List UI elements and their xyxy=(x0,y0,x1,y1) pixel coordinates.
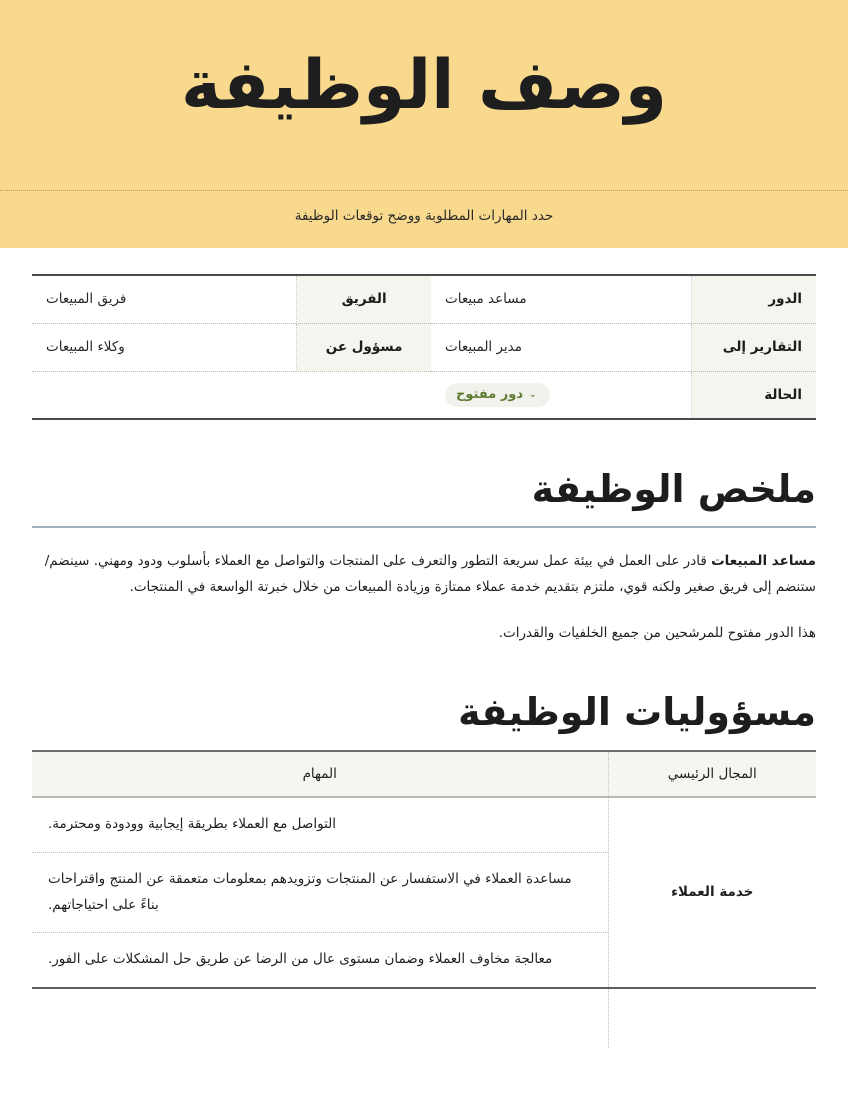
job-responsibilities-section xyxy=(32,691,816,1048)
responsibility-task: مساعدة العملاء في الاستفسار عن المنتجات وتزويدهم بمعلومات متعمقة عن المنتج واقتراحات بناءً على احتياجاتهم. xyxy=(32,852,608,932)
column-header-area: المجال الرئيسي xyxy=(608,751,816,797)
document-header-band xyxy=(0,0,848,248)
header-divider xyxy=(0,190,848,191)
job-summary-body xyxy=(32,548,816,647)
table-row xyxy=(32,275,816,323)
summary-lead-bold: مساعد المبيعات xyxy=(711,552,816,569)
chevron-down-icon: ⌄ xyxy=(529,389,537,400)
responsibility-area-label: خدمة العملاء xyxy=(608,797,816,988)
responsibilities-table xyxy=(32,750,816,1048)
info-label-team: الفريق xyxy=(297,275,431,323)
page-title: وصف الوظيفة xyxy=(180,46,668,125)
table-header-row xyxy=(32,751,816,797)
section-rule-summary xyxy=(32,526,816,528)
status-badge-label: دور مفتوح xyxy=(456,386,524,402)
info-label-status: الحالة xyxy=(692,371,816,419)
info-value-role: مساعد مبيعات xyxy=(431,275,692,323)
summary-lead-rest: قادر على العمل في بيئة عمل سريعة التطور والتعرف على المنتجات والتواصل مع العملاء بأسلوب ودود ومهني. سينضم/ ستنضم إلى فريق صغير ولكنه قوي، ملتزم بتقديم خدمة عملاء ممتازة وزيادة المبيعات من خلال خبرتة الواسعة في المنتجات. xyxy=(44,552,816,595)
table-row xyxy=(32,371,816,419)
responsibility-area-label-next xyxy=(608,988,816,1048)
info-value-reports-to: مدير المبيعات xyxy=(431,323,692,371)
info-empty-cell-b xyxy=(32,371,297,419)
info-value-status xyxy=(431,371,692,419)
section-title-responsibilities: مسؤوليات الوظيفة xyxy=(458,689,816,734)
summary-paragraph-2: هذا الدور مفتوح للمرشحين من جميع الخلفيات والقدرات. xyxy=(498,625,816,642)
info-label-role: الدور xyxy=(692,275,816,323)
responsibility-task-next xyxy=(32,988,608,1048)
info-empty-cell-a xyxy=(297,371,431,419)
job-summary-section xyxy=(32,468,816,647)
status-badge[interactable] xyxy=(445,383,550,407)
page-content xyxy=(0,274,848,1048)
section-title-summary: ملخص الوظيفة xyxy=(531,467,816,511)
column-header-tasks: المهام xyxy=(32,751,608,797)
info-label-responsible-for: مسؤول عن xyxy=(297,323,431,371)
info-value-responsible-for: وكلاء المبيعات xyxy=(32,323,297,371)
table-row xyxy=(32,323,816,371)
table-row xyxy=(32,797,816,852)
table-row-partial xyxy=(32,988,816,1048)
responsibility-task: معالجة مخاوف العملاء وضمان مستوى عال من الرضا عن طريق حل المشكلات على الفور. xyxy=(32,933,608,988)
summary-paragraph-1 xyxy=(32,548,816,601)
info-value-team: فريق المبيعات xyxy=(32,275,297,323)
page-subtitle: حدد المهارات المطلوبة ووضح توقعات الوظيفة xyxy=(294,208,554,224)
job-info-table xyxy=(32,274,816,420)
responsibility-task: التواصل مع العملاء بطريقة إيجابية وودودة ومحترمة. xyxy=(32,797,608,852)
info-label-reports-to: التقارير إلى xyxy=(692,323,816,371)
